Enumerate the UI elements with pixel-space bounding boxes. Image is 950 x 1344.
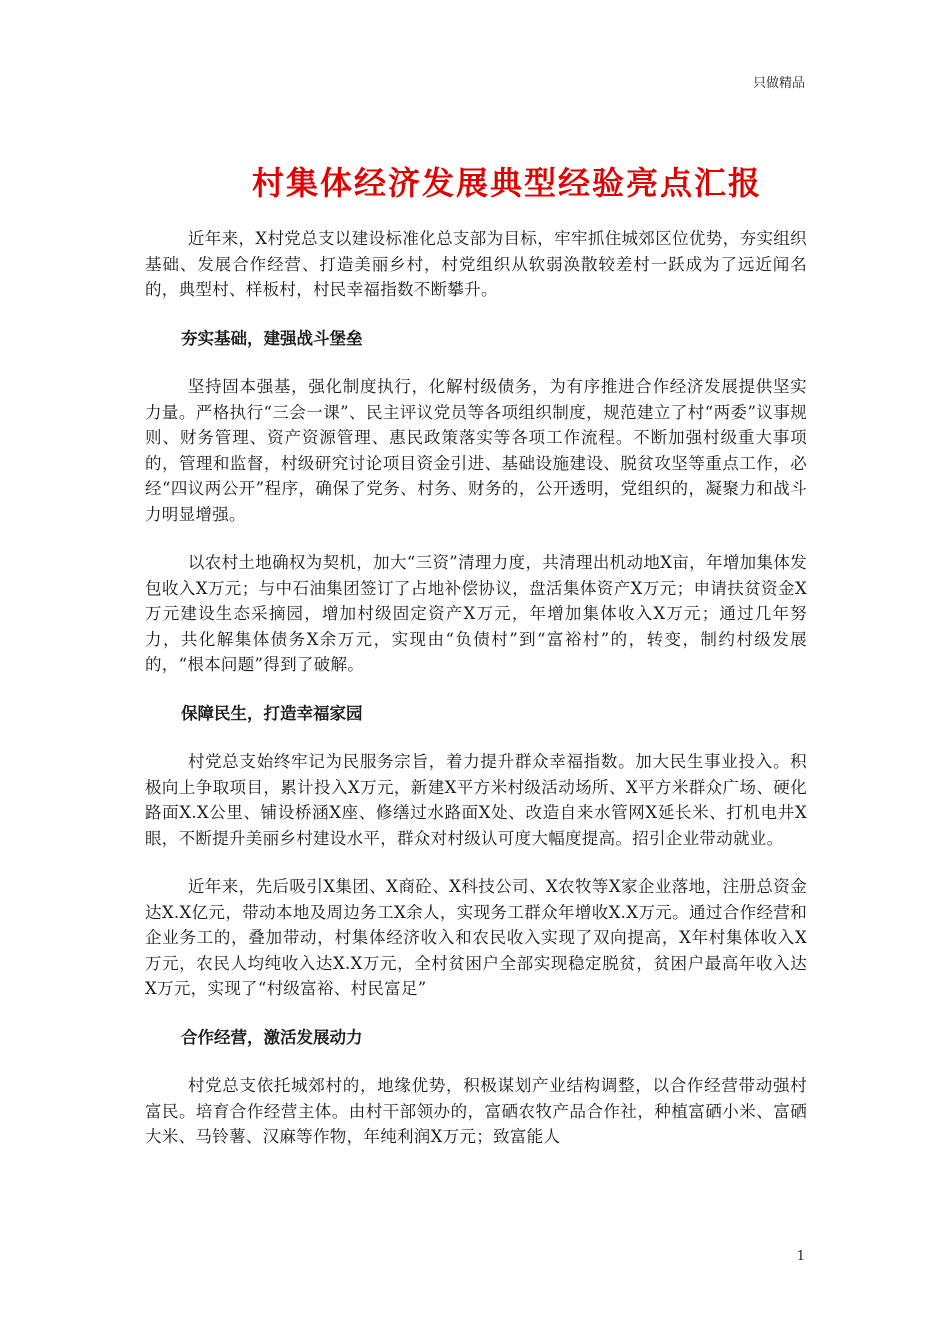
spacer bbox=[145, 527, 807, 550]
section-heading: 合作经营，激活发展动力 bbox=[181, 1027, 363, 1047]
spacer bbox=[145, 303, 807, 326]
spacer bbox=[145, 1002, 807, 1025]
page-number: 1 bbox=[796, 1249, 805, 1264]
document-body bbox=[145, 226, 807, 1150]
document-title: 村集体经济发展典型经验亮点汇报 bbox=[251, 164, 762, 202]
body-paragraph: 村党总支依托城郊村的，地缘优势，积极谋划产业结构调整，以合作经营带动强村富民。培育合作经营主体。由村干部领办的，富硒农牧产品合作社，种植富硒小米、富硒大米、马铃薯、汉麻等作物，年纯利润X万元；致富能人 bbox=[145, 1076, 807, 1146]
spacer bbox=[145, 726, 807, 749]
intro-paragraph: 近年来，X村党总支以建设标准化总支部为目标，牢牢抓住城郊区位优势，夯实组织基础、发展合作经营、打造美丽乡村，村党组织从软弱涣散较差村一跃成为了远近闻名的，典型村、样板村，村民幸福指数不断攀升。 bbox=[145, 229, 807, 299]
spacer bbox=[145, 851, 807, 874]
body-paragraph: 坚持固本强基，强化制度执行，化解村级债务，为有序推进合作经济发展提供坚实力量。严格执行“三会一课”、民主评议党员等各项组织制度，规范建立了村“两委”议事规则、财务管理、资产资源管理、惠民政策落实等各项工作流程。不断加强村级重大事项的，管理和监督，村级研究讨论项目资金引进、基础设施建设、脱贫攻坚等重点工作，必经“四议两公开”程序，确保了党务、村务、财务的，公开透明，党组织的，凝聚力和战斗力明显增强。 bbox=[145, 377, 807, 524]
body-paragraph: 近年来，先后吸引X集团、X商砼、X科技公司、X农牧等X家企业落地，注册总资金达X.X亿元，带动本地及周边务工X余人，实现务工群众年增收X.X万元。通过合作经营和企业务工的，叠加带动，村集体经济收入和农民收入实现了双向提高，X年村集体收入X万元，农民人均纯收入达X.X万元，全村贫困户全部实现稳定脱贫，贫困户最高年收入达X万元，实现了“村级富裕、村民富足” bbox=[145, 877, 807, 998]
spacer bbox=[145, 678, 807, 701]
header-tag: 只做精品 bbox=[752, 76, 805, 91]
spacer bbox=[145, 351, 807, 374]
section-heading: 保障民生，打造幸福家园 bbox=[181, 703, 363, 723]
section-heading: 夯实基础，建强战斗堡垒 bbox=[181, 328, 363, 348]
body-paragraph: 村党总支始终牢记为民服务宗旨，着力提升群众幸福指数。加大民生事业投入。积极向上争取项目，累计投入X万元，新建X平方米村级活动场所、X平方米群众广场、硬化路面X.X公里、铺设桥涵X座、修缮过水路面X处、改造自来水管网X延长米、打机电井X眼，不断提升美丽乡村建设水平，群众对村级认可度大幅度提高。招引企业带动就业。 bbox=[145, 752, 807, 848]
body-paragraph: 以农村土地确权为契机，加大“三资”清理力度，共清理出机动地X亩，年增加集体发包收入X万元；与中石油集团签订了占地补偿协议，盘活集体资产X万元；申请扶贫资金X万元建设生态采摘园，增加村级固定资产X万元，年增加集体收入X万元；通过几年努力，共化解集体债务X余万元，实现由“负债村”到“富裕村”的，转变，制约村级发展的，“根本问题”得到了破解。 bbox=[145, 553, 807, 674]
spacer bbox=[145, 1050, 807, 1073]
